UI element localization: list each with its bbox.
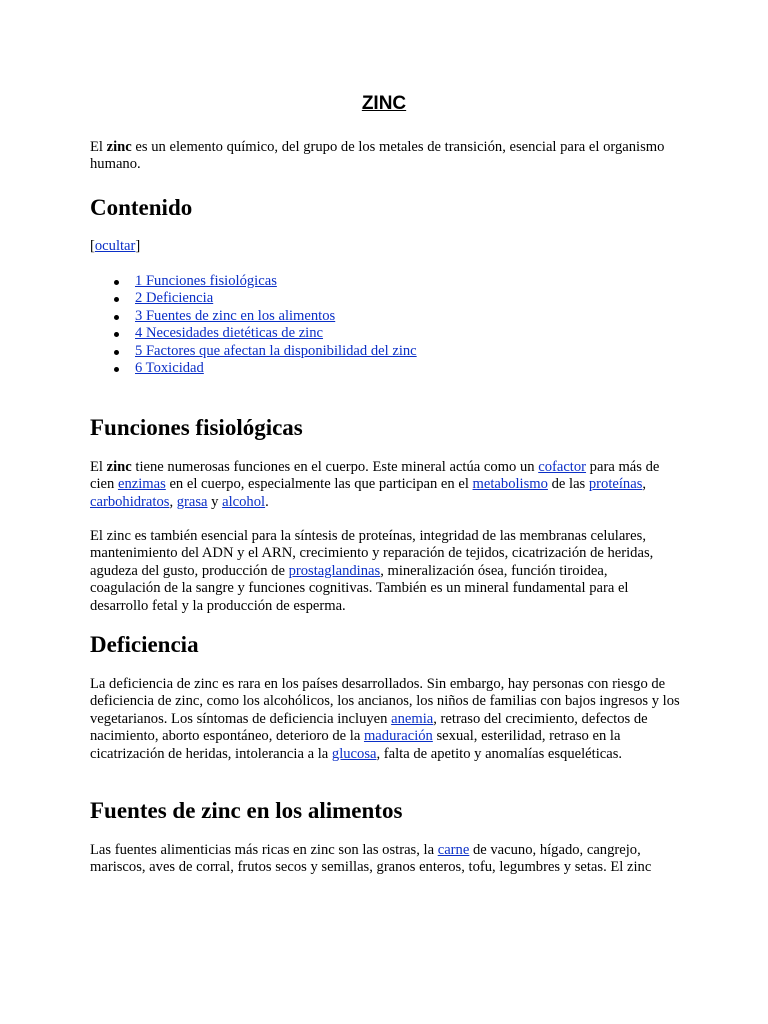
toc-link-toxicidad[interactable]: 6 Toxicidad [135, 360, 204, 377]
intro-paragraph: El zinc es un elemento químico, del grupo de los metales de transición, esencial para el organismo humano. [90, 139, 665, 173]
toc-link-fuentes[interactable]: 3 Fuentes de zinc en los alimentos [135, 307, 336, 324]
maduracion-link[interactable]: maduración [363, 728, 433, 745]
funciones-paragraph-1: El zinc tiene numerosas funciones en el cuerpo. Este mineral actúa como un cofactor para más de cien enzimas en el cuerpo, especialmente las que participan en el metabolismo de las proteínas, carbohidratos, grasa y alcohol. [90, 459, 660, 510]
toc-link-factores[interactable]: 5 Factores que afectan la disponibilidad del zinc [135, 342, 417, 359]
carbohidratos-link[interactable]: carbohidratos [90, 493, 170, 510]
funciones-paragraph-2: El zinc es también esencial para la síntesis de proteínas, integridad de las membranas celulares, mantenimiento del ADN y el ARN, crecimiento y reparación de tejidos, cicatrización de heridas, agudeza del gusto, producción de prostaglandinas, mineralización ósea, función tiroidea, coagulación de la sangre y funciones cognitivas. También es un mineral fundamental para el desarrollo fetal y la producción de esperma. [90, 528, 654, 614]
prostaglandinas-link[interactable]: prostaglandinas [288, 562, 381, 579]
section-heading-funciones: Funciones fisiológicas [90, 415, 303, 440]
carne-link[interactable]: carne [437, 842, 470, 858]
toc-link-funciones[interactable]: 1 Funciones fisiológicas [135, 273, 277, 289]
grasa-link[interactable]: grasa [176, 493, 208, 510]
alcohol-link[interactable]: alcohol [222, 493, 266, 510]
proteinas-link[interactable]: proteínas [588, 476, 643, 493]
toc-item [90, 308, 680, 325]
toc-toggle: [ocultar] [90, 238, 141, 254]
cofactor-link[interactable]: cofactor [538, 459, 587, 475]
page-title: ZINC [361, 93, 407, 114]
toc-item [90, 273, 680, 290]
metabolismo-link[interactable]: metabolismo [472, 476, 548, 493]
toc-link-necesidades[interactable]: 4 Necesidades dietéticas de zinc [135, 325, 324, 342]
hide-toc-link[interactable]: ocultar [94, 238, 136, 254]
toc-item [90, 290, 680, 307]
toc-item [90, 343, 680, 360]
section-heading-fuentes: Fuentes de zinc en los alimentos [90, 798, 403, 823]
deficiencia-paragraph: La deficiencia de zinc es rara en los países desarrollados. Sin embargo, hay personas con riesgo de deficiencia de zinc, como los alcohólicos, los ancianos, los niños de familias con bajos ingresos y los vegetarianos. Los síntomas de deficiencia incluyen anemia, retraso del crecimiento, defectos de nacimiento, aborto espontáneo, deterioro de la maduración sexual, esterilidad, retraso en la cicatrización de heridas, intolerancia a la glucosa, falta de apetito y anomalías esqueléticas. [90, 676, 680, 762]
toc-heading: Contenido [90, 195, 193, 220]
enzimas-link[interactable]: enzimas [117, 476, 166, 493]
toc-list [90, 273, 680, 377]
fuentes-paragraph: Las fuentes alimenticias más ricas en zinc son las ostras, la carne de vacuno, hígado, cangrejo, mariscos, aves de corral, frutos secos y semillas, granos enteros, tofu, legumbres y setas. El zinc [90, 842, 652, 876]
toc-link-deficiencia[interactable]: 2 Deficiencia [135, 290, 214, 307]
zinc-bold: zinc [106, 139, 132, 155]
anemia-link[interactable]: anemia [391, 710, 434, 727]
section-heading-deficiencia: Deficiencia [90, 632, 199, 657]
toc-item [90, 325, 680, 342]
glucosa-link[interactable]: glucosa [331, 745, 377, 762]
toc-item [90, 360, 680, 377]
